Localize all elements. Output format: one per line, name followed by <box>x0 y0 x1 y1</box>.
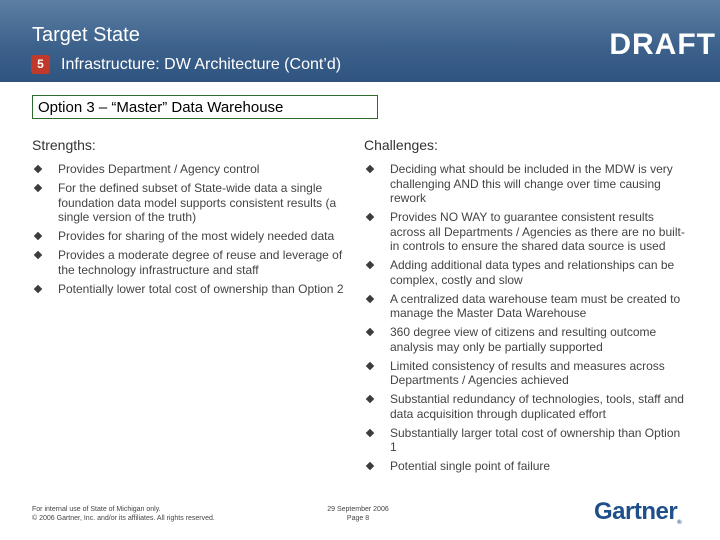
option-title: Option 3 – “Master” Data Warehouse <box>38 99 284 116</box>
bullet-icon <box>34 284 42 292</box>
bullet-icon <box>34 232 42 240</box>
strengths-column <box>32 137 354 301</box>
list-item <box>364 162 686 206</box>
list-item <box>364 392 686 421</box>
bullet-icon <box>366 361 374 369</box>
challenge-text: Limited consistency of results and measures across Departments / Agencies achieved <box>390 358 665 387</box>
challenges-list <box>364 162 686 474</box>
bullet-icon <box>366 261 374 269</box>
challenge-text: Potential single point of failure <box>390 459 551 473</box>
strengths-heading: Strengths: <box>32 137 96 153</box>
option-title-box <box>32 95 378 119</box>
list-item <box>32 229 354 244</box>
list-item <box>364 359 686 388</box>
strength-text: Provides Department / Agency control <box>58 162 260 176</box>
gartner-logo <box>594 498 681 526</box>
challenge-text: Deciding what should be included in the MDW is very challenging AND this will change over time causing rework <box>390 162 673 205</box>
list-item <box>364 210 686 254</box>
list-item <box>364 292 686 321</box>
strength-text: Provides for sharing of the most widely needed data <box>58 229 335 243</box>
bullet-icon <box>366 462 374 470</box>
footer-copyright-line: © 2006 Gartner, Inc. and/or its affiliates. All rights reserved. <box>32 515 215 522</box>
bullet-icon <box>366 294 374 302</box>
slide-title: Target State <box>32 24 140 46</box>
bullet-icon <box>366 213 374 221</box>
bullet-icon <box>366 165 374 173</box>
draft-label: DRAFT <box>609 28 716 61</box>
footer-date: 29 September 2006 <box>327 506 389 513</box>
bullet-icon <box>366 428 374 436</box>
list-item <box>32 282 354 297</box>
footer-copyright <box>32 505 215 523</box>
challenge-text: A centralized data warehouse team must be created to manage the Master Data Warehouse <box>390 291 681 320</box>
strength-text: Provides a moderate degree of reuse and leverage of the technology infrastructure and staff <box>58 248 343 277</box>
slide-header <box>0 0 720 82</box>
challenge-text: Substantially larger total cost of ownership than Option 1 <box>390 425 681 454</box>
footer-date-page <box>318 505 398 523</box>
bullet-icon <box>34 165 42 173</box>
list-item <box>32 162 354 177</box>
challenges-column <box>364 137 686 478</box>
strengths-list <box>32 162 354 296</box>
challenge-text: Adding additional data types and relationships can be complex, costly and slow <box>390 258 675 287</box>
list-item <box>364 426 686 455</box>
section-number-badge: 5 <box>31 55 50 74</box>
list-item <box>364 325 686 354</box>
bullet-icon <box>366 395 374 403</box>
list-item <box>364 459 686 474</box>
list-item <box>32 181 354 225</box>
list-item <box>364 258 686 287</box>
footer-page-number: Page 8 <box>346 515 370 522</box>
strength-text: For the defined subset of State-wide data a single foundation data model supports consistent results (a single version of the truth) <box>58 181 337 224</box>
challenges-heading: Challenges: <box>364 137 438 153</box>
challenge-text: 360 degree view of citizens and resulting outcome analysis may only be partially supported <box>390 325 657 354</box>
logo-text: Gartner <box>594 498 678 525</box>
footer-usage-note: For internal use of State of Michigan only. <box>32 506 161 513</box>
slide-subtitle: Infrastructure: DW Architecture (Cont’d) <box>61 56 342 73</box>
strength-text: Potentially lower total cost of ownership than Option 2 <box>58 281 344 296</box>
bullet-icon <box>34 251 42 259</box>
challenge-text: Provides NO WAY to guarantee consistent results across all Departments / Agencies as there are no built-in controls to ensure the shared data source is used <box>390 210 685 253</box>
registered-mark: ® <box>677 520 682 526</box>
bullet-icon <box>34 184 42 192</box>
list-item <box>32 248 354 277</box>
bullet-icon <box>366 328 374 336</box>
challenge-text: Substantial redundancy of technologies, tools, staff and data acquisition through duplicated effort <box>390 392 684 421</box>
